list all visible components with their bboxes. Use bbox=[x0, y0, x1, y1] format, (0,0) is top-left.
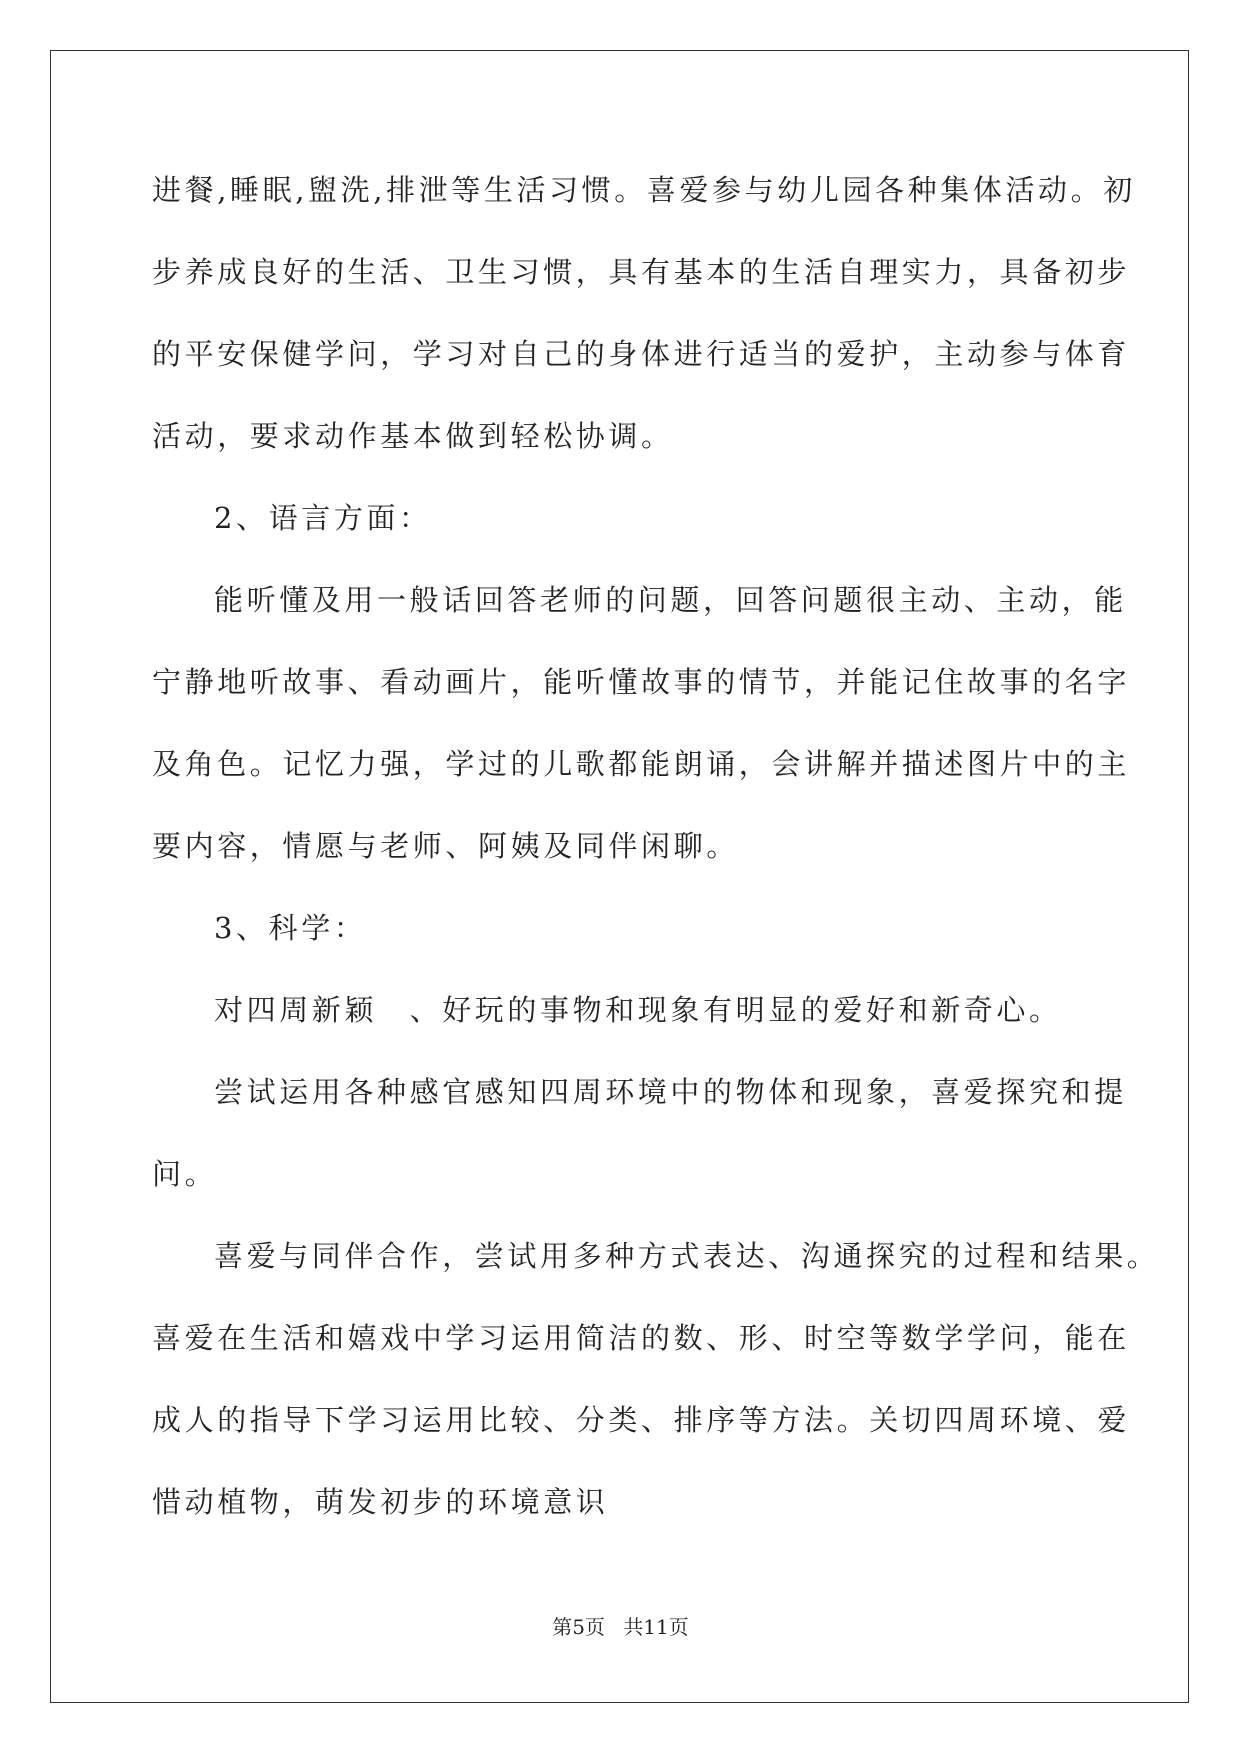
text-line: 喜爱在生活和嬉戏中学习运用简洁的数、形、时空等数学学问，能在 bbox=[152, 1321, 1131, 1355]
text-line: 活动，要求动作基本做到轻松协调。 bbox=[152, 419, 674, 453]
document-body bbox=[152, 160, 1160, 1554]
text-line: 成人的指导下学习运用比较、分类、排序等方法。关切四周环境、爱 bbox=[152, 1403, 1131, 1437]
text-line: 要内容，情愿与老师、阿姨及同伴闲聊。 bbox=[152, 829, 739, 863]
text-line: 进餐,睡眠,盥洗,排泄等生活习惯。喜爱参与幼儿园各种集体活动。初 bbox=[152, 173, 1136, 207]
paragraph bbox=[152, 160, 1136, 488]
text-line: 2、语言方面： bbox=[214, 501, 432, 535]
paragraph bbox=[152, 1226, 1160, 1554]
page-footer bbox=[0, 1611, 1241, 1640]
text-line: 宁静地听故事、看动画片，能听懂故事的情节，并能记住故事的名字 bbox=[152, 665, 1131, 699]
paragraph bbox=[152, 488, 1092, 570]
text-line: 的平安保健学问，学习对自己的身体进行适当的爱护，主动参与体育 bbox=[152, 337, 1131, 371]
paragraph bbox=[152, 570, 1131, 898]
page-number: 第5页 bbox=[552, 1615, 605, 1639]
paragraph bbox=[152, 980, 1092, 1062]
paragraph bbox=[152, 1062, 1127, 1226]
text-line: 及角色。记忆力强，学过的儿歌都能朗诵，会讲解并描述图片中的主 bbox=[152, 747, 1131, 781]
text-line: 能听懂及用一般话回答老师的问题，回答问题很主动、主动，能 bbox=[214, 583, 1127, 617]
text-line: 喜爱与同伴合作，尝试用多种方式表达、沟通探究的过程和结果。 bbox=[214, 1239, 1160, 1273]
text-line: 问。 bbox=[152, 1157, 218, 1191]
page-total: 共11页 bbox=[623, 1615, 689, 1639]
text-line: 步养成良好的生活、卫生习惯，具有基本的生活自理实力，具备初步 bbox=[152, 255, 1131, 289]
paragraph bbox=[152, 898, 1092, 980]
text-line: 3、科学： bbox=[214, 911, 367, 945]
text-line: 惜动植物，萌发初步的环境意识 bbox=[152, 1485, 609, 1519]
text-line: 尝试运用各种感官感知四周环境中的物体和现象，喜爱探究和提 bbox=[214, 1075, 1127, 1109]
text-line: 对四周新颖 、好玩的事物和现象有明显的爱好和新奇心。 bbox=[214, 993, 1062, 1027]
